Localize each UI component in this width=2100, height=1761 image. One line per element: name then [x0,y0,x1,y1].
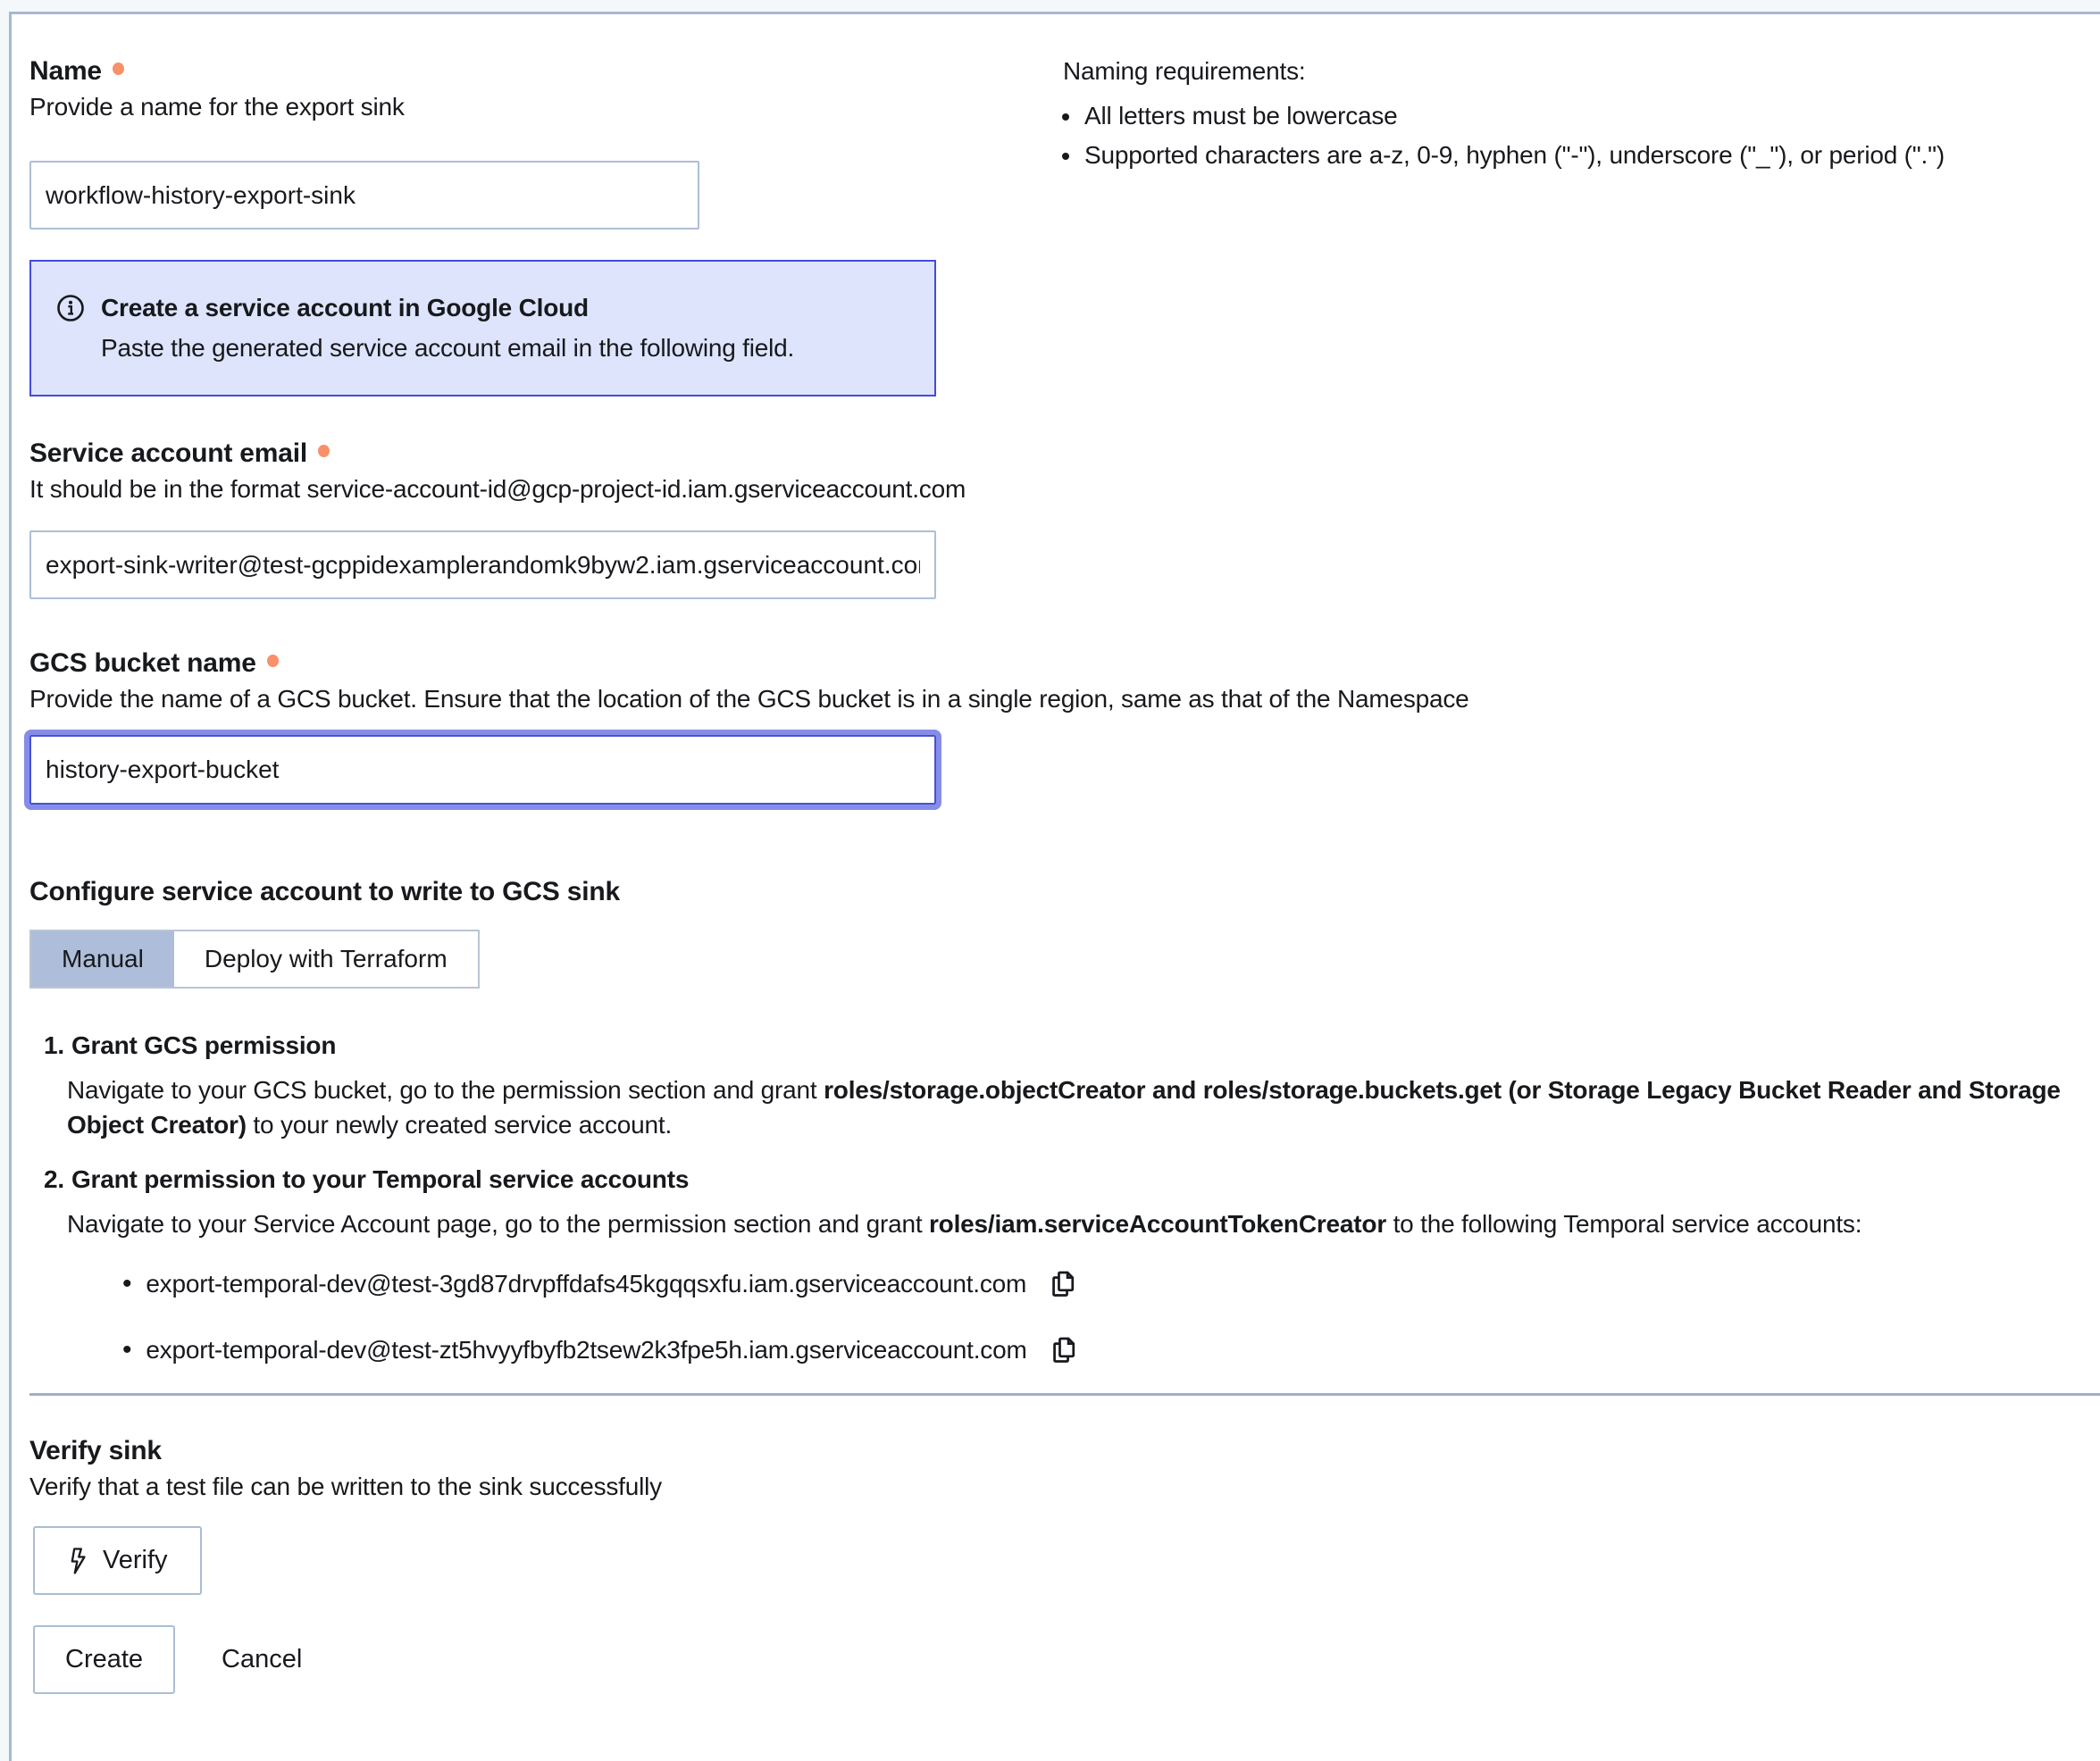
copy-icon [1050,1269,1076,1299]
configure-tab-group [29,930,480,989]
form-actions [33,1625,2073,1694]
section-divider [29,1393,2100,1396]
verify-button-label: Verify [103,1546,168,1574]
info-banner-body: Paste the generated service account email in the following field. [101,334,795,362]
tab-manual[interactable]: Manual [31,931,174,987]
service-account-email: • export-temporal-dev@test-zt5hvyyfbyfb2tsew2k3fpe5h.iam.gserviceaccount.com [146,1336,1027,1364]
gcs-bucket-name-input[interactable] [29,735,936,805]
service-account-label-row [29,436,2073,472]
name-description: Provide a name for the export sink [29,93,405,121]
naming-requirements [1063,54,2079,175]
step-title: Grant permission to your Temporal service accounts [71,1165,690,1193]
service-account-label: Service account email [29,438,307,468]
step-title: Grant GCS permission [71,1031,337,1059]
naming-requirement-item: • Supported characters are a-z, 0-9, hyphen ("-"), underscore ("_"), or period (".") [1083,136,2079,175]
name-label: Name [29,56,102,86]
verify-sink-heading: Verify sink [29,1436,162,1465]
service-account-email: • export-temporal-dev@test-3gd87drvpffdafs45kgqqsxfu.iam.gserviceaccount.com [146,1270,1027,1298]
copy-icon [1050,1335,1077,1365]
service-account-email-input[interactable] [29,530,936,599]
naming-requirement-item: • All letters must be lowercase [1083,96,2079,136]
service-account-item [122,1264,2073,1304]
step-number: 2. [44,1165,64,1193]
bucket-label: GCS bucket name [29,648,256,678]
info-banner [29,260,936,396]
verify-sink-description: Verify that a test file can be written to the sink successfully [29,1473,662,1500]
service-account-item [122,1331,2073,1370]
copy-service-account-button[interactable] [1050,1269,1076,1299]
step-grant-temporal-permission [44,1162,2073,1370]
configure-steps [44,1028,2073,1370]
step-body: Navigate to your Service Account page, go to the permission section and grant roles/iam.serviceAccountTokenCreator to the following Temporal service accounts: [67,1210,1862,1238]
info-banner-title: Create a service account in Google Cloud [101,294,589,321]
name-input[interactable] [29,161,699,230]
required-dot [113,63,124,75]
verify-button[interactable] [33,1526,202,1595]
step-number: 1. [44,1031,64,1059]
cancel-button[interactable]: Cancel [195,1625,329,1694]
step-body: Navigate to your GCS bucket, go to the permission section and grant roles/storage.objectCreator and roles/storage.buckets.get (or Storage Legacy Bucket Reader and Storage Object Creator) to your newly created service account. [67,1076,2061,1139]
bucket-description: Provide the name of a GCS bucket. Ensure that the location of the GCS bucket is in a single region, same as that of the Namespace [29,685,1469,713]
configure-heading: Configure service account to write to GCS sink [29,877,620,906]
info-icon [56,294,85,366]
info-banner-text [101,290,794,366]
required-dot [318,445,330,457]
create-button[interactable]: Create [33,1625,175,1694]
export-sink-form-panel [9,12,2100,1761]
naming-requirements-list [1063,96,2079,175]
service-account-description: It should be in the format service-account-id@gcp-project-id.iam.gserviceaccount.com [29,475,966,503]
required-dot [267,655,279,667]
tab-deploy-with-terraform[interactable]: Deploy with Terraform [174,931,478,987]
lightning-bolt-icon [67,1547,88,1575]
temporal-service-account-list [122,1264,2073,1370]
step-grant-gcs-permission [44,1028,2073,1142]
bucket-label-row [29,646,2073,681]
copy-service-account-button[interactable] [1050,1335,1077,1365]
naming-requirements-title: Naming requirements: [1063,57,1306,85]
